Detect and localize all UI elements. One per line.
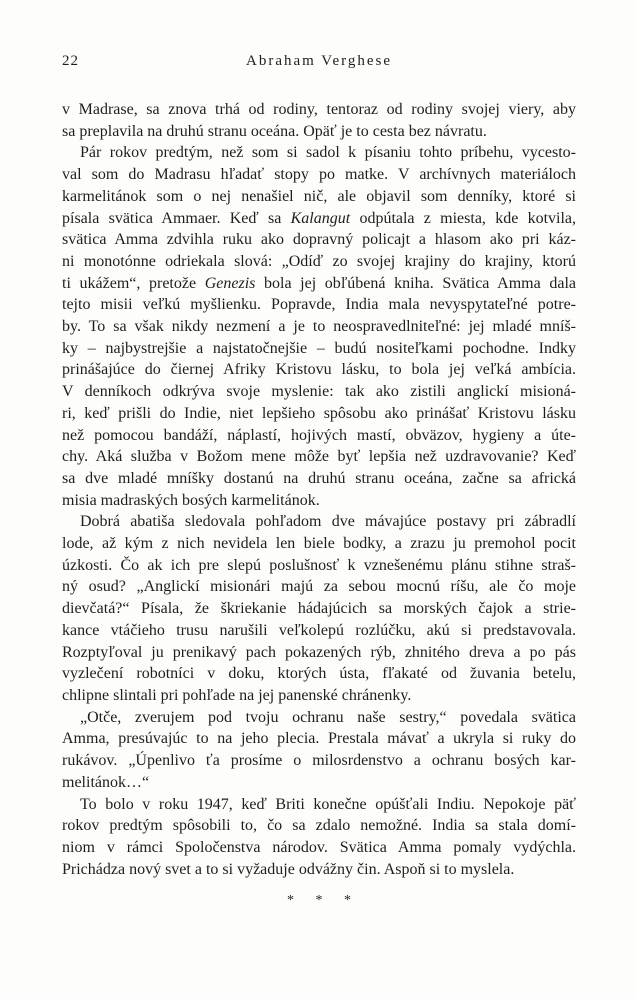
text-line: melitánok…“	[62, 773, 150, 791]
text-line: rukávov. „Úpenlivo ťa prosíme o milosrdenstvo a ochranu bosých kar-	[62, 752, 576, 770]
text-line: sa dve mladé mníšky dostanú na druhú stranu oceána, začne sa africká	[62, 469, 576, 487]
text-line: ky – najbystrejšie a najstatočnejšie – budú nositeľkami pochodne. Indky	[62, 339, 576, 357]
paragraph	[62, 794, 576, 881]
text-line: misia madraských bosých karmelitánok.	[62, 491, 320, 509]
text-line: úzkosti. Čo ak ich pre slepú poslušnosť k vznešenému plánu stihne straš-	[62, 556, 576, 574]
paragraph	[62, 99, 576, 142]
text-line: niom v rámci Spoločenstva národov. Svätica Amma pomaly vydýchla.	[62, 838, 576, 856]
text-line: V denníkoch odkrýva svoje myslenie: tak ako zistili anglickí misioná-	[62, 383, 576, 401]
text-line: sa preplavila na druhú stranu oceána. Opäť je to cesta bez návratu.	[62, 122, 487, 140]
text-line: v Madrase, sa znova trhá od rodiny, tentoraz od rodiny svojej viery, aby	[62, 101, 576, 118]
text-line: prinášajúce do čiernej Afriky Kristovu lásku, to bola jej veľká ambícia.	[62, 361, 576, 379]
text-line: Amma, presúvajúc to na jeho plecia. Prestala mávať a ukryla si ruky do	[62, 730, 576, 748]
page-header	[62, 53, 576, 73]
text-line: ni monotónne odriekala slová: „Odíď zo svojej krajiny do krajiny, ktorú	[62, 252, 576, 270]
text-line: než pomocou bandáží, náplastí, hojivých mastí, obväzov, hygieny a úte-	[62, 426, 576, 444]
section-separator: * * *	[287, 893, 360, 908]
text-line: ný osud? „Anglickí misionári majú za sebou mocnú ríšu, ale čo moje	[62, 578, 576, 596]
paragraph	[62, 707, 576, 794]
text-line: dievčatá?“ Písala, že škriekanie hádajúcich sa morských čajok a strie-	[62, 600, 576, 618]
text-line: lode, až kým z nich nevidela len biele bodky, a zrazu ju premohol pocit	[62, 535, 576, 553]
paragraph	[62, 511, 576, 706]
text-line: by. To sa však nikdy nezmení a je to neospravedlniteľné: jej mladé mníš-	[62, 318, 576, 336]
text-line: rokov predtým spôsobili to, čo sa zdalo nemožné. India sa stala domí-	[62, 817, 576, 835]
text-line: kance vtáčieho trusu narušili veľkolepú rozlúčku, akú si predstavovala.	[62, 621, 576, 639]
text-line: ti ukážem“, pretože Genezis bola jej obľúbená kniha. Svätica Amma dala	[62, 274, 576, 292]
text-line: „Otče, zverujem pod tvoju ochranu naše sestry,“ povedala svätica	[80, 708, 576, 726]
text-line: Dobrá abatiša sledovala pohľadom dve mávajúce postavy pri zábradlí	[80, 513, 576, 531]
text-line: vyzlečení robotníci v doku, ktorých ústa, fľakaté od žuvania betelu,	[62, 665, 576, 683]
text-line: tejto misii veľkú myšlienku. Popravde, India mala nevyspytateľné potre-	[62, 296, 576, 314]
text-line: Prichádza nový svet a to si vyžaduje odvážny čin. Aspoň si to myslela.	[62, 860, 515, 878]
text-line: chlipne slintali pri pohľade na jej panenské chránenky.	[62, 686, 412, 704]
text-line: Rozptyľoval ju prenikavý pach pokazených rýb, zhnitého dreva a po pás	[62, 643, 576, 661]
page-number: 22	[62, 53, 79, 69]
text-line: val som do Madrasu hľadať stopy po matke. V archívnych materiáloch	[62, 166, 576, 184]
text-line: Pár rokov predtým, než som si sadol k písaniu tohto príbehu, vycesto-	[80, 144, 576, 162]
running-title: Abraham Verghese	[246, 53, 392, 69]
text-line: písala svätica Ammaer. Keď sa Kalangut odpútala z miesta, kde kotvila,	[62, 209, 576, 227]
text-line: karmelitánok som o nej nenašiel nič, ale objavil som denníky, ktoré si	[62, 187, 576, 205]
text-line: chy. Aká služba v Božom mene môže byť lepšia než uzdravovanie? Keď	[62, 448, 576, 466]
text-line: svätica Amma zdvihla ruku ako dopravný policajt a hlasom ako pri káz-	[62, 231, 576, 249]
text-line: To bolo v roku 1947, keď Briti konečne opúšťali Indiu. Nepokoje päť	[80, 795, 576, 813]
paragraph	[62, 142, 576, 511]
text-line: ri, keď prišli do Indie, niet lepšieho spôsobu ako prinášať Kristovu lásku	[62, 404, 576, 422]
body-text	[62, 99, 576, 880]
